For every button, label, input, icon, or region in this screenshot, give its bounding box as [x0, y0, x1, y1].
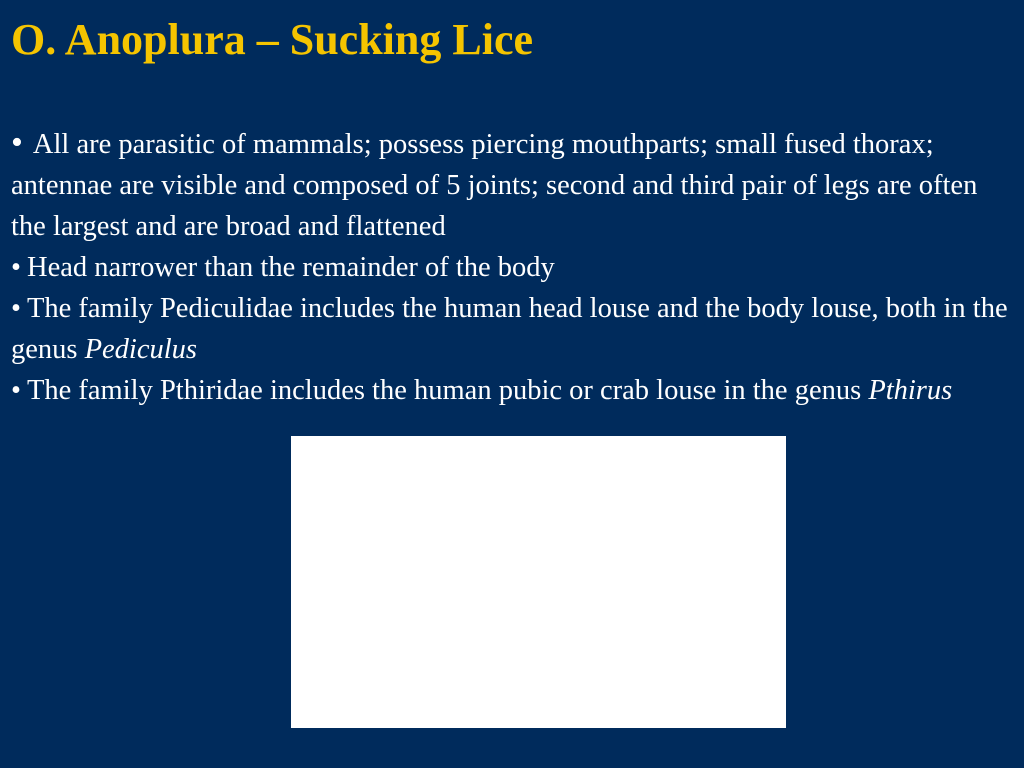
bullet-text: All are parasitic of mammals; possess piercing mouthparts; small fused thorax; antennae are visible and composed of 5 joints; second and third pair of legs are often the largest and are broad and flattened: [11, 129, 978, 242]
bullet-item: [11, 288, 1016, 370]
bullet-text: The family Pediculidae includes the human head louse and the body louse, both in the genus: [11, 293, 1008, 365]
bullet-icon: •: [11, 252, 21, 283]
slide-title: O. Anoplura – Sucking Lice: [11, 15, 534, 64]
bullet-list: [11, 122, 1016, 411]
bullet-text: Head narrower than the remainder of the body: [26, 252, 555, 283]
bullet-icon: •: [11, 375, 21, 406]
bullet-italic-text: Pediculus: [84, 334, 198, 365]
bullet-italic-text: Pthirus: [868, 375, 953, 406]
lice-illustration-figure: [291, 436, 786, 728]
bullet-icon: •: [11, 124, 23, 161]
bullet-item: [11, 122, 1016, 247]
bullet-item: [11, 370, 1016, 411]
bullet-icon: •: [11, 293, 21, 324]
bullet-item: [11, 247, 1016, 288]
bullet-text: The family Pthiridae includes the human pubic or crab louse in the genus: [26, 375, 869, 406]
